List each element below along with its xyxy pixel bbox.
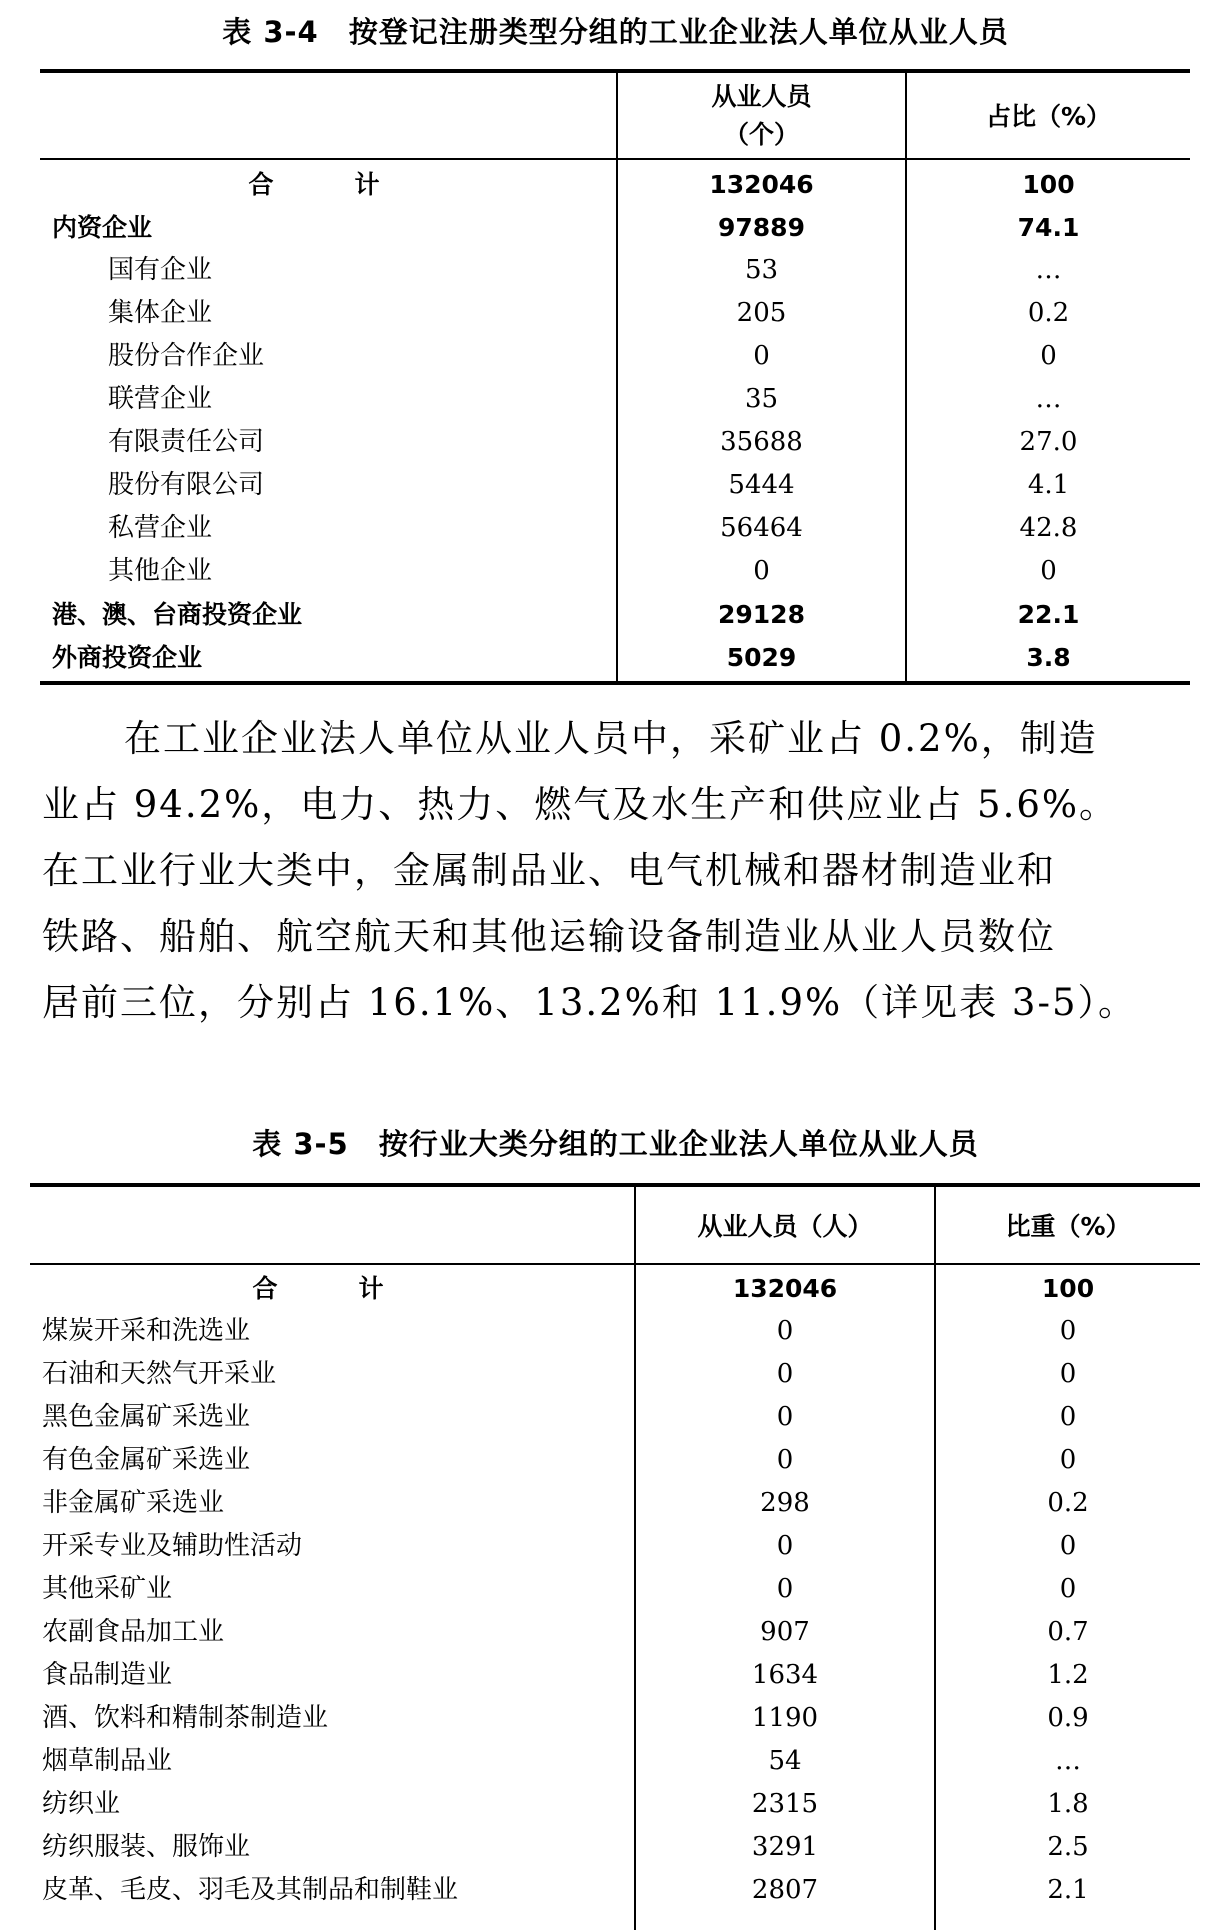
row-share: 100 [1022,170,1075,199]
table-row [0,1439,1231,1482]
row-label: 内资企业 [52,213,153,242]
table-row [0,636,1231,679]
row-value: 0 [776,1531,794,1561]
table-row [0,1740,1231,1783]
row-share: 2.1 [1047,1875,1089,1905]
row-value: 205 [736,298,787,328]
table-row [0,1869,1231,1912]
row-share: 0 [1040,341,1057,371]
row-share: 0.2 [1027,298,1070,328]
row-share: … [1035,384,1062,414]
row-label: 纺织业 [42,1789,121,1819]
row-label: 其他采矿业 [42,1574,173,1604]
row-share: 0 [1059,1445,1077,1475]
table-3-5-header-employees: 从业人员（人） [697,1212,873,1241]
row-label: 石油和天然气开采业 [42,1359,277,1389]
row-value: 35 [744,384,779,414]
row-share: 0.2 [1047,1488,1089,1518]
row-share: … [1055,1746,1081,1776]
row-share: 27.0 [1019,427,1078,457]
row-share: 2.5 [1047,1832,1089,1862]
table-3-5-top-rule [30,1183,1200,1187]
row-label: 合 计 [248,170,408,199]
table-row [0,593,1231,636]
row-label: 酒、饮料和精制茶制造业 [42,1703,329,1733]
table-row [0,335,1231,378]
row-value: 54 [768,1746,802,1776]
row-label: 非金属矿采选业 [42,1488,225,1518]
row-label: 其他企业 [108,556,213,586]
row-value: 29128 [718,600,805,629]
row-share: 0 [1059,1531,1077,1561]
table-row [0,206,1231,249]
row-share: 0.9 [1047,1703,1089,1733]
table-row [0,550,1231,593]
row-label: 联营企业 [108,384,213,414]
table-row [0,1396,1231,1439]
row-share: 0 [1059,1359,1077,1389]
table-row [0,1482,1231,1525]
paragraph-line: 在工业行业大类中，金属制品业、电气机械和器材制造业和 [42,849,1056,892]
row-label: 农副食品加工业 [42,1617,225,1647]
row-value: 0 [776,1445,794,1475]
table-row [0,163,1231,206]
body-paragraph [42,706,1192,1036]
table-row [0,292,1231,335]
row-value: 298 [760,1488,810,1518]
row-label: 皮革、毛皮、羽毛及其制品和制鞋业 [42,1875,459,1905]
row-share: 100 [1041,1274,1095,1303]
row-value: 132046 [709,170,814,199]
row-share: 74.1 [1017,213,1080,242]
paragraph-line: 业占 94.2%，电力、热力、燃气及水生产和供应业占 5.6%。 [42,783,1119,826]
table-row [0,1783,1231,1826]
row-label: 煤炭开采和洗选业 [42,1316,251,1346]
table-3-5-header-rule [30,1263,1200,1265]
table-row [0,1826,1231,1869]
row-value: 1634 [751,1660,819,1690]
table-row [0,1353,1231,1396]
header-label: 从业人员 [711,82,812,111]
table-row [0,1611,1231,1654]
table-3-4-header-share: 占比（%） [985,102,1112,131]
table-3-4-header-rule [40,158,1190,160]
table-row [0,464,1231,507]
row-value: 132046 [732,1274,838,1303]
row-share: 0.7 [1047,1617,1089,1647]
row-share: 4.1 [1027,470,1070,500]
row-label: 烟草制品业 [42,1746,173,1776]
row-value: 2315 [751,1789,819,1819]
row-label: 开采专业及辅助性活动 [42,1531,303,1561]
row-share: 1.2 [1047,1660,1089,1690]
table-row [0,1697,1231,1740]
row-value: 907 [760,1617,810,1647]
table-row [0,421,1231,464]
table-3-4-header-employees [618,78,905,154]
row-value: 0 [753,556,770,586]
table-3-4-top-rule [40,69,1190,73]
row-value: 5029 [726,643,797,672]
row-value: 56464 [720,513,803,543]
table-3-4-title: 表 3-4 按登记注册类型分组的工业企业法人单位从业人员 [222,15,1009,49]
row-label: 港、澳、台商投资企业 [52,600,303,629]
table-3-4-bottom-rule [40,681,1190,685]
row-share: 0 [1059,1574,1077,1604]
row-label: 有限责任公司 [108,427,265,457]
row-label: 有色金属矿采选业 [42,1445,251,1475]
table-row [0,1568,1231,1611]
row-share: 0 [1059,1402,1077,1432]
row-value: 35688 [720,427,803,457]
table-row [0,1267,1231,1310]
row-value: 0 [776,1574,794,1604]
row-value: 0 [753,341,770,371]
paragraph-line: 居前三位，分别占 16.1%、13.2%和 11.9%（详见表 3-5）。 [42,981,1137,1024]
row-label: 食品制造业 [42,1660,173,1690]
table-row [0,507,1231,550]
row-value: 97889 [718,213,805,242]
row-label: 股份有限公司 [108,470,265,500]
table-3-5-title: 表 3-5 按行业大类分组的工业企业法人单位从业人员 [252,1127,979,1161]
row-value: 3291 [751,1832,819,1862]
row-share: 0 [1040,556,1057,586]
row-share: 42.8 [1019,513,1078,543]
row-share: 1.8 [1047,1789,1089,1819]
table-row [0,378,1231,421]
row-label: 纺织服装、服饰业 [42,1832,251,1862]
table-row [0,1525,1231,1568]
table-row [0,1654,1231,1697]
row-value: 0 [776,1402,794,1432]
table-row [0,249,1231,292]
row-label: 合 计 [252,1274,412,1303]
header-unit: （个） [723,120,799,149]
row-share: 0 [1059,1316,1077,1346]
paragraph-line: 在工业企业法人单位从业人员中，采矿业占 0.2%，制造 [124,717,1098,760]
row-label: 外商投资企业 [52,643,203,672]
row-value: 1190 [751,1703,819,1733]
row-label: 私营企业 [108,513,213,543]
row-label: 国有企业 [108,255,213,285]
table-3-5-header-share: 比重（%） [1005,1212,1131,1241]
row-label: 黑色金属矿采选业 [42,1402,251,1432]
paragraph-line: 铁路、船舶、航空航天和其他运输设备制造业从业人员数位 [42,915,1056,958]
row-label: 股份合作企业 [108,341,265,371]
table-row [0,1310,1231,1353]
row-value: 0 [776,1359,794,1389]
row-value: 5444 [728,470,795,500]
row-share: 22.1 [1017,600,1080,629]
row-value: 2807 [751,1875,819,1905]
row-share: … [1035,255,1062,285]
row-value: 53 [744,255,779,285]
row-value: 0 [776,1316,794,1346]
row-share: 3.8 [1026,643,1071,672]
row-label: 集体企业 [108,298,213,328]
